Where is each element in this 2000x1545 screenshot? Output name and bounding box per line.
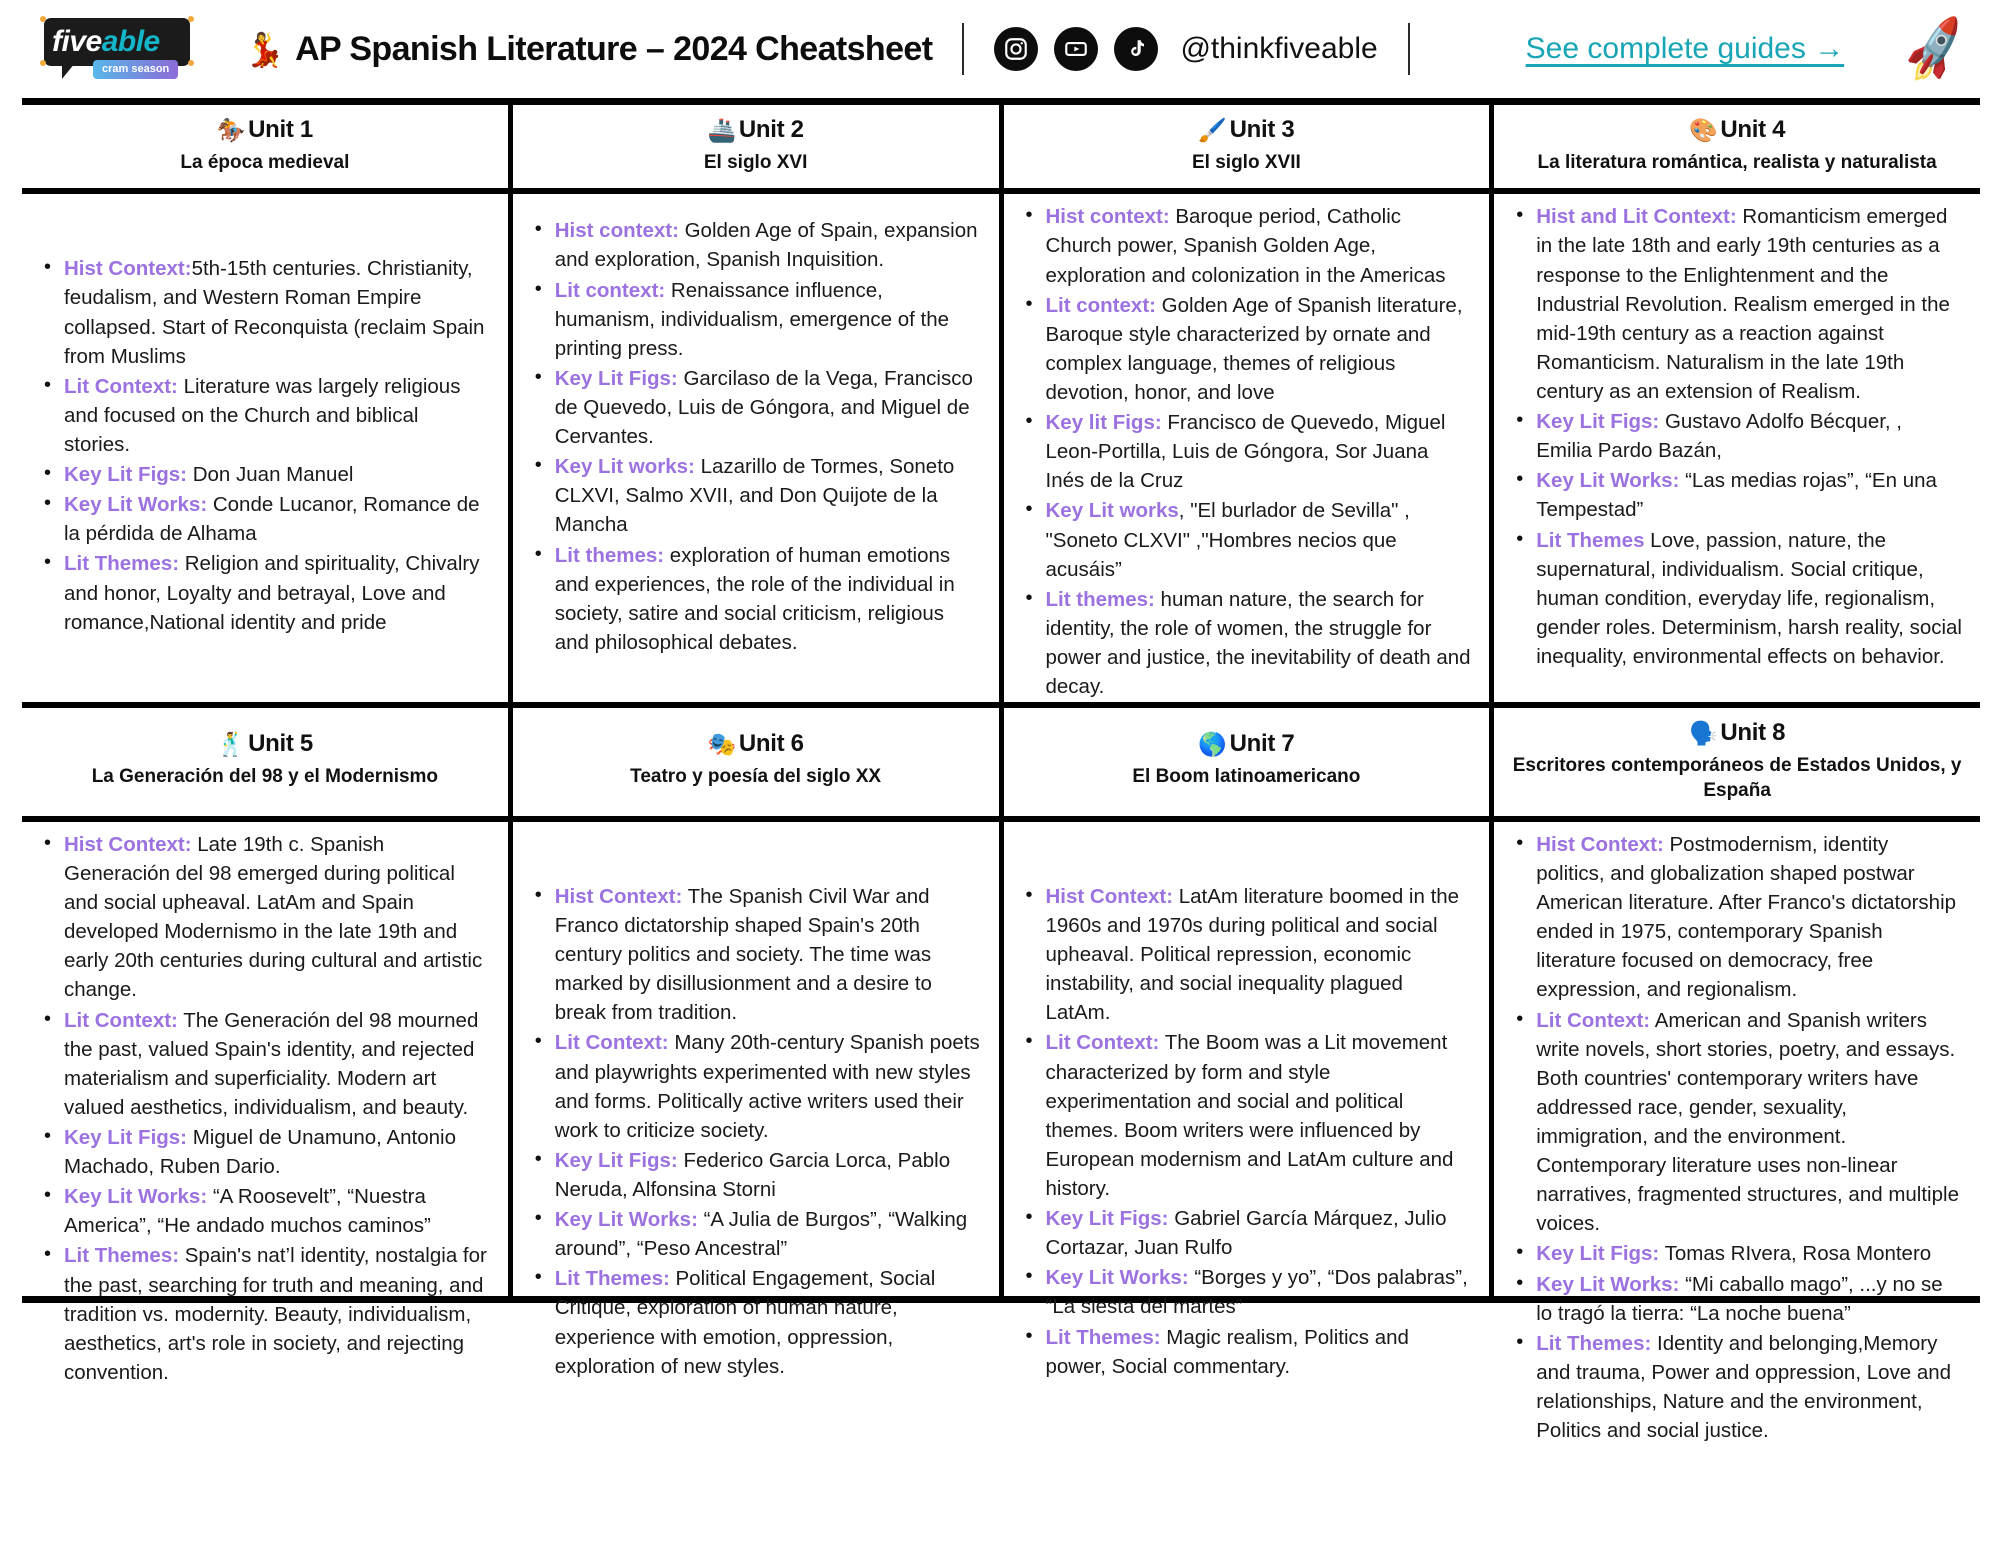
- unit-8-title: [1689, 719, 1785, 747]
- logo-dot: [188, 60, 194, 66]
- fiveable-logo[interactable]: [38, 16, 198, 82]
- bullet-label: Hist and Lit Context:: [1536, 205, 1737, 229]
- list-item: [1046, 496, 1472, 583]
- unit-7-content: [1004, 822, 1490, 1392]
- unit-4-label: Unit 4: [1720, 116, 1786, 143]
- logo-tagline: cram season: [93, 60, 178, 79]
- bullet-text: Gustavo Adolfo Bécquer, , Emilia Pardo Bazán,: [1536, 410, 1903, 463]
- unit-3-header: [1004, 105, 1490, 188]
- bullet-text: Conde Lucanor, Romance de la pérdida de Alhama: [64, 493, 480, 546]
- unit-4-bullets: [1510, 202, 1962, 671]
- bullet-text: Identity and belonging,Memory and trauma, Power and oppression, Love and relationships, Nature and the environment, Politics and social justice.: [1536, 1331, 1952, 1443]
- list-item: [1536, 466, 1962, 524]
- bullet-label: Hist Context:: [1045, 884, 1174, 908]
- list-item: [1536, 1006, 1962, 1239]
- list-item: [555, 1264, 981, 1380]
- bullet-label: Lit Themes:: [64, 1244, 180, 1268]
- bullet-label: Key Lit Figs:: [1536, 1242, 1660, 1266]
- bullet-label: Lit Context:: [64, 1008, 178, 1032]
- list-item: [64, 460, 490, 489]
- logo-dot: [40, 60, 46, 66]
- bullet-text: exploration of human emotions and experiences, the role of the individual in society, satire and social criticism, religious and philosophical debates.: [554, 543, 955, 654]
- unit-3-bullets: [1020, 202, 1472, 701]
- bullet-text: Love, passion, nature, the supernatural, individualism. Social critique, human condition, everyday life, regionalism, gender roles. Determinism, harsh reality, social inequality, environmental effects on behavior.: [1536, 528, 1962, 668]
- bullet-label: Key Lit works:: [554, 455, 695, 479]
- cheatsheet-grid: [0, 98, 2000, 1443]
- bullet-text: human nature, the search for identity, the role of women, the struggle for power and justice, the inevitability of death and decay.: [1045, 587, 1471, 699]
- list-item: [1536, 1270, 1962, 1328]
- unit-4-header: [1494, 105, 1980, 188]
- bullet-label: Lit context:: [1045, 293, 1156, 317]
- globe-icon: 🌎: [1198, 730, 1227, 757]
- unit-7-label: Unit 7: [1229, 730, 1295, 758]
- unit-body-cell-3: [1004, 194, 1495, 702]
- list-item: [1536, 407, 1962, 465]
- bullet-label: Hist Context:: [1536, 832, 1664, 856]
- bullet-label: Key Lit Works:: [1045, 1266, 1189, 1290]
- list-item: [555, 452, 981, 539]
- bullet-text: Many 20th-century Spanish poets and playwrights experimented with new styles and forms. Politically active writers used their work to criticize society.: [554, 1031, 980, 1142]
- social-links: [994, 27, 1158, 71]
- bullet-label: Lit Themes:: [1536, 1331, 1652, 1355]
- unit-1-content: [22, 194, 508, 647]
- unit-5-bullets: [38, 830, 490, 1387]
- list-item: [555, 1146, 981, 1204]
- bullet-text: Federico Garcia Lorca, Pablo Neruda, Alfonsina Storni: [554, 1148, 951, 1202]
- logo-word-five: five: [52, 25, 102, 58]
- list-item: [1536, 830, 1962, 1005]
- bullet-label: Key Lit Works:: [1536, 1272, 1680, 1296]
- theater-masks-icon: 🎭: [707, 730, 736, 757]
- bullet-label: Lit Themes:: [554, 1267, 670, 1291]
- page-title: AP Spanish Literature – 2024 Cheatsheet: [295, 29, 933, 68]
- bullet-label: Key Lit Works:: [1536, 469, 1680, 493]
- unit-header-row-1: [22, 105, 1980, 188]
- unit-3-title: [1198, 116, 1294, 144]
- unit-body-cell-6: [513, 822, 1004, 1378]
- ship-icon: 🚢: [707, 116, 736, 143]
- bullet-label: Lit Themes:: [1045, 1325, 1161, 1349]
- bullet-label: Lit Context:: [64, 374, 178, 398]
- bullet-text: Francisco de Quevedo, Miguel Leon-Portilla, Luis de Góngora, Sor Juana Inés de la Cruz: [1045, 411, 1446, 493]
- rocket-icon: 🚀: [1897, 14, 1975, 87]
- list-item: [64, 549, 490, 636]
- list-item: [64, 372, 490, 459]
- bullet-text: Spain's nat’l identity, nostalgia for the past, searching for truth and meaning, and tradition vs. modernity. Beauty, individualism, aesthetics, art's role in society, and rejecting convention.: [64, 1244, 487, 1384]
- unit-body-row-1: [22, 194, 1980, 702]
- list-item: [64, 1123, 490, 1181]
- list-item: [555, 364, 981, 451]
- bullet-label: Key lit Figs:: [1045, 411, 1162, 435]
- unit-body-cell-1: [22, 194, 513, 702]
- header-divider-1: [962, 23, 964, 75]
- bullet-text: , "El burlador de Sevilla" , "Soneto CLXVI" ,"Hombres necios que acusáis”: [1045, 499, 1410, 581]
- bullet-text: Late 19th c. Spanish Generación del 98 emerged during political and social upheaval. LatAm and Spain developed Modernismo in the late 19th and early 20th centuries during cultural and artistic change.: [64, 832, 483, 1002]
- bullet-label: Lit themes:: [1045, 587, 1155, 611]
- bullet-text: Political Engagement, Social Critique, exploration of human nature, experience with emotion, oppression, exploration of new styles.: [554, 1267, 936, 1378]
- unit-8-subtitle: Escritores contemporáneos de Estados Unidos, y España: [1512, 755, 1962, 801]
- unit-header-row-2: [22, 708, 1980, 816]
- bullet-text: Literature was largely religious and focused on the Church and biblical stories.: [64, 374, 461, 456]
- list-item: [64, 1241, 490, 1387]
- unit-body-cell-5: [22, 822, 513, 1384]
- list-item: [1046, 1323, 1472, 1381]
- youtube-icon[interactable]: [1054, 27, 1098, 71]
- unit-8-content: [1494, 822, 1980, 1456]
- unit-8-header: [1494, 708, 1980, 816]
- unit-5-subtitle: La Generación del 98 y el Modernismo: [91, 766, 439, 788]
- list-item: [1046, 585, 1472, 701]
- title-block: [244, 30, 932, 69]
- instagram-icon[interactable]: [994, 27, 1038, 71]
- bullet-label: Key Lit Figs:: [64, 1126, 188, 1150]
- bullet-label: Lit Themes:: [64, 552, 180, 576]
- bullet-text: The Spanish Civil War and Franco dictatorship shaped Spain's 20th century politics and society. The time was marked by disillusionment and a desire to break from tradition.: [554, 884, 932, 1025]
- unit-5-content: [22, 822, 508, 1398]
- bullet-text: Romanticism emerged in the late 18th and early 19th centuries as a response to the Enlightenment and the Industrial Revolution. Realism emerged in the mid-19th century as a reaction against Romanticism. Naturalism in the late 19th century as an extension of Realism.: [1536, 205, 1950, 403]
- unit-body-cell-7: [1004, 822, 1495, 1378]
- unit-6-bullets: [529, 882, 981, 1381]
- unit-2-subtitle: El siglo XVI: [703, 152, 808, 173]
- list-item: [1536, 526, 1962, 672]
- bullet-text: “A Julia de Burgos”, “Walking around”, “Peso Ancestral”: [554, 1208, 968, 1261]
- unit-4-subtitle: La literatura romántica, realista y naturalista: [1537, 152, 1937, 173]
- bullet-text: “Borges y yo”, “Dos palabras”, “La siesta del martes”: [1045, 1266, 1468, 1319]
- unit-7-title: [1198, 730, 1294, 758]
- list-item: [1046, 1204, 1472, 1262]
- unit-1-label: Unit 1: [248, 116, 313, 143]
- unit-2-title: [708, 116, 804, 144]
- bullet-text: Religion and spirituality, Chivalry and honor, Loyalty and betrayal, Love and romance,National identity and pride: [64, 552, 480, 634]
- unit-7-subtitle: El Boom latinoamericano: [1132, 766, 1361, 788]
- list-item: [1046, 408, 1472, 495]
- bullet-label: Hist Context:: [64, 257, 192, 281]
- unit-body-cell-4: [1494, 194, 1980, 702]
- bullet-text: Miguel de Unamuno, Antonio Machado, Ruben Dario.: [64, 1126, 456, 1179]
- header-divider-2: [1408, 23, 1410, 75]
- bullet-text: Golden Age of Spanish literature, Baroque style characterized by ornate and complex language, themes of religious devotion, honor, and love: [1045, 293, 1463, 404]
- see-complete-guides-link[interactable]: See complete guides →: [1525, 32, 1845, 65]
- bullet-label: Hist Context:: [64, 832, 192, 856]
- bullet-text: “Mi caballo mago”, ...y no se lo tragó la tierra: “La noche buena”: [1536, 1272, 1943, 1325]
- list-item: [555, 1028, 981, 1144]
- dancer-icon: 💃: [244, 30, 286, 68]
- paintbrush-icon: 🖌️: [1198, 116, 1227, 143]
- unit-4-title: [1689, 116, 1785, 144]
- social-handle: @thinkfiveable: [1180, 32, 1378, 65]
- bullet-text: Golden Age of Spain, expansion and exploration, Spanish Inquisition.: [554, 219, 978, 272]
- grid-rule-top: [22, 98, 1980, 105]
- list-item: [555, 541, 981, 657]
- list-item: [64, 1006, 490, 1122]
- bullet-text: Garcilaso de la Vega, Francisco de Quevedo, Luis de Góngora, and Miguel de Cervantes.: [554, 366, 973, 449]
- unit-body-cell-2: [513, 194, 1004, 702]
- bullet-text: Gabriel García Márquez, Julio Cortazar, Juan Rulfo: [1045, 1207, 1447, 1260]
- bullet-label: Key Lit Figs:: [1536, 410, 1660, 434]
- bullet-text: Magic realism, Politics and power, Social commentary.: [1045, 1325, 1409, 1378]
- list-item: [1046, 882, 1472, 1028]
- bullet-text: “A Roosevelt”, “Nuestra America”, “He andado muchos caminos”: [64, 1185, 431, 1238]
- unit-header-cell-5: [22, 708, 513, 816]
- unit-1-bullets: [38, 254, 490, 636]
- list-item: [1046, 1263, 1472, 1321]
- bullet-text: The Generación del 98 mourned the past, valued Spain's identity, and rejected materialism and superficiality. Modern art valued aesthetics, individualism, and beauty.: [64, 1008, 479, 1119]
- unit-1-title: [217, 116, 313, 144]
- list-item: [1046, 202, 1472, 289]
- unit-body-row-2: [22, 822, 1980, 1443]
- unit-4-content: [1494, 194, 1980, 682]
- bullet-text: 5th-15th centuries. Christianity, feudalism, and Western Roman Empire collapsed. Start of Reconquista (reclaim Spain from Muslims: [64, 257, 485, 368]
- bullet-text: Baroque period, Catholic Church power, Spanish Golden Age, exploration and colonization in the Americas: [1045, 205, 1446, 287]
- bullet-label: Lit Context:: [1045, 1031, 1160, 1055]
- logo-wordmark: [52, 23, 182, 61]
- unit-7-bullets: [1020, 882, 1472, 1381]
- list-item: [1046, 1028, 1472, 1203]
- bullet-label: Key Lit Figs:: [1045, 1207, 1169, 1231]
- palette-icon: 🎨: [1689, 116, 1718, 143]
- bullet-text: Tomas RIvera, Rosa Montero: [1659, 1242, 1932, 1266]
- bullet-text: Renaissance influence, humanism, individualism, emergence of the printing press.: [554, 278, 949, 360]
- bullet-text: Lazarillo de Tormes, Soneto CLXVI, Salmo XVII, and Don Quijote de la Mancha: [554, 455, 955, 537]
- unit-1-header: [22, 105, 508, 188]
- unit-6-label: Unit 6: [738, 730, 804, 758]
- logo-tail: [62, 63, 84, 79]
- bullet-text: American and Spanish writers write novels, short stories, poetry, and essays. Both countries' contemporary writers have addressed race, gender, sexuality, immigration, and the environment. Contemporary literature uses non-linear narratives, fragmented structures, and multiple voices.: [1536, 1008, 1959, 1236]
- page-header: [0, 0, 2000, 98]
- list-item: [64, 490, 490, 548]
- bullet-label: Hist context:: [1045, 205, 1170, 229]
- bullet-label: Key Lit Figs:: [554, 1148, 678, 1172]
- unit-header-cell-7: [1004, 708, 1495, 816]
- bullet-label: Key Lit Figs:: [554, 366, 678, 390]
- unit-header-cell-3: [1004, 105, 1495, 188]
- unit-3-content: [1004, 194, 1490, 712]
- bullet-label: Lit themes:: [554, 543, 665, 567]
- bullet-label: Lit Context:: [1536, 1008, 1651, 1032]
- unit-2-header: [513, 105, 999, 188]
- unit-2-label: Unit 2: [738, 116, 804, 143]
- list-item: [555, 276, 981, 363]
- unit-6-header: [513, 708, 999, 802]
- unit-6-title: [708, 730, 804, 758]
- bullet-label: Key Lit Works:: [64, 493, 208, 517]
- unit-5-header: [22, 708, 508, 802]
- bullet-label: Hist context:: [554, 219, 679, 243]
- unit-6-subtitle: Teatro y poesía del siglo XX: [630, 766, 882, 788]
- list-item: [555, 882, 981, 1028]
- unit-1-subtitle: La época medieval: [180, 152, 350, 173]
- unit-8-label: Unit 8: [1720, 719, 1786, 747]
- horse-rider-icon: 🏇: [216, 116, 246, 143]
- unit-3-subtitle: El siglo XVII: [1192, 152, 1301, 173]
- dancing-person-icon: 🕺: [216, 730, 246, 757]
- bullet-label: Key Lit works: [1045, 499, 1179, 523]
- bullet-text: Don Juan Manuel: [187, 463, 354, 487]
- unit-6-content: [513, 822, 999, 1392]
- bullet-text: The Boom was a Lit movement characterized by form and style experimentation and social and political themes. Boom writers were influenced by European modernism and LatAm culture and history.: [1045, 1031, 1454, 1201]
- unit-2-content: [513, 194, 999, 668]
- unit-header-cell-1: [22, 105, 513, 188]
- unit-3-label: Unit 3: [1229, 116, 1295, 143]
- tiktok-icon[interactable]: [1114, 27, 1158, 71]
- bullet-label: Key Lit Figs:: [64, 463, 188, 487]
- list-item: [1046, 291, 1472, 407]
- unit-8-bullets: [1510, 830, 1962, 1445]
- bullet-label: Key Lit Works:: [554, 1208, 698, 1232]
- bullet-text: Postmodernism, identity politics, and globalization shaped postwar American literature. After Franco's dictatorship ended in 1975, contemporary Spanish literature focused on democracy, free expression, and regionalism.: [1536, 832, 1957, 1002]
- bullet-label: Lit context:: [554, 278, 666, 302]
- unit-header-cell-2: [513, 105, 1004, 188]
- unit-header-cell-4: [1494, 105, 1980, 188]
- bullet-text: LatAm literature boomed in the 1960s and 1970s during political and social upheaval. Political repression, economic instability, and social inequality plagued LatAm.: [1045, 884, 1460, 1025]
- list-item: [555, 1205, 981, 1263]
- unit-5-title: [217, 730, 313, 758]
- bullet-label: Lit Context:: [554, 1031, 669, 1055]
- list-item: [64, 1182, 490, 1240]
- unit-2-bullets: [529, 216, 981, 657]
- bullet-label: Key Lit Works:: [64, 1185, 208, 1209]
- unit-7-header: [1004, 708, 1490, 802]
- list-item: [1536, 1239, 1962, 1268]
- bullet-label: Hist Context:: [554, 884, 683, 908]
- logo-dot: [40, 16, 46, 22]
- unit-header-cell-8: [1494, 708, 1980, 816]
- list-item: [1536, 1329, 1962, 1445]
- bullet-label: Lit Themes: [1536, 528, 1645, 552]
- list-item: [64, 830, 490, 1005]
- list-item: [64, 254, 490, 370]
- bullet-text: “Las medias rojas”, “En una Tempestad”: [1536, 469, 1937, 522]
- list-item: [555, 216, 981, 274]
- logo-dot: [188, 16, 194, 22]
- list-item: [1536, 202, 1962, 406]
- unit-body-cell-8: [1494, 822, 1980, 1443]
- unit-header-cell-6: [513, 708, 1004, 816]
- speaking-head-icon: 🗣️: [1689, 719, 1718, 746]
- unit-5-label: Unit 5: [248, 730, 313, 758]
- logo-word-able: able: [101, 25, 160, 58]
